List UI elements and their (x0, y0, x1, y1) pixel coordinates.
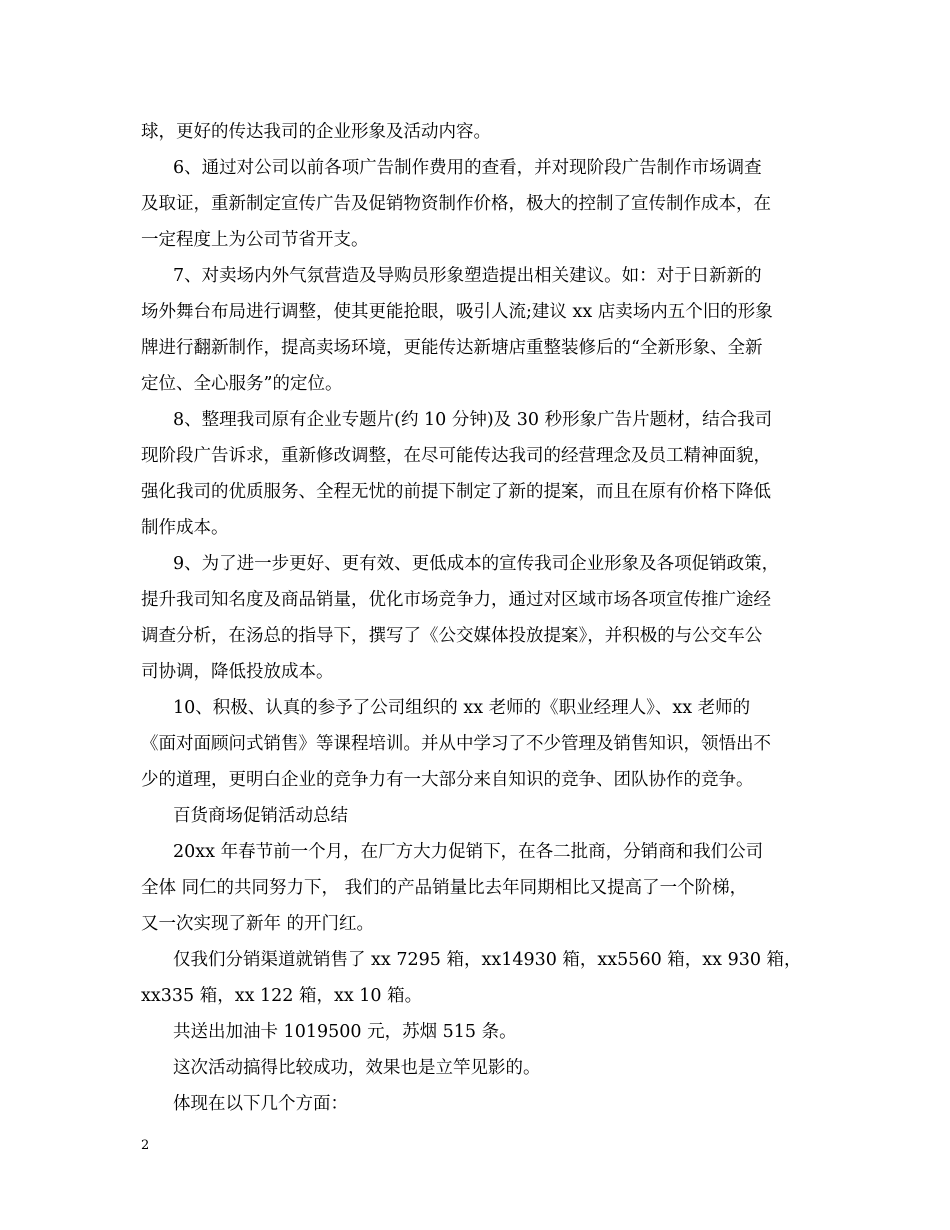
paragraph-gifts: 共送出加油卡 1019500 元，苏烟 515 条。 (173, 1022, 517, 1042)
text-line: 场外舞台布局进行调整，使其更能抢眼，吸引人流;建议 xx 店卖场内五个旧的形象 (141, 302, 773, 322)
text-line: 强化我司的优质服务、全程无忧的前提下制定了新的提案，而且在原有价格下降低 (141, 482, 771, 502)
paragraph-item-8: 8、整理我司原有企业专题片(约 10 分钟)及 30 秒形象广告片题材，结合我司 (173, 410, 773, 430)
paragraph-aspects: 体现在以下几个方面： (173, 1094, 348, 1114)
document-body (141, 114, 811, 1122)
text-line: 牌进行翻新制作，提高卖场环境，更能传达新塘店重整装修后的“全新形象、全新 (141, 338, 763, 358)
text-line: 一定程度上为公司节省开支。 (141, 230, 369, 250)
text-line: 少的道理，更明白企业的竞争力有一大部分来自知识的竞争、团队协作的竞争。 (141, 770, 754, 790)
text-line: 球，更好的传达我司的企业形象及活动内容。 (141, 122, 491, 142)
paragraph-item-6: 6、通过对公司以前各项广告制作费用的查看，并对现阶段广告制作市场调查 (173, 158, 762, 178)
text-line: 现阶段广告诉求，重新修改调整，在尽可能传达我司的经营理念及员工精神面貌， (141, 446, 771, 466)
page-number: 2 (141, 1138, 150, 1153)
text-line: 定位、全心服务”的定位。 (141, 374, 343, 394)
text-line: 及取证，重新制定宣传广告及促销物资制作价格，极大的控制了宣传制作成本，在 (141, 194, 771, 214)
text-line: 全体 同仁的共同努力下， 我们的产品销量比去年同期相比又提高了一个阶梯， (141, 878, 748, 898)
text-line: 提升我司知名度及商品销量，优化市场竞争力，通过对区域市场各项宣传推广途经 (141, 590, 771, 610)
paragraph-item-9: 9、为了进一步更好、更有效、更低成本的宣传我司企业形象及各项促销政策， (173, 554, 780, 574)
paragraph-result: 这次活动搞得比较成功，效果也是立竿见影的。 (173, 1058, 541, 1078)
text-line: 调查分析，在汤总的指导下，撰写了《公交媒体投放提案》，并积极的与公交车公 (141, 626, 763, 646)
paragraph-summary: 20xx 年春节前一个月，在厂方大力促销下，在各二批商，分销商和我们公司 (173, 842, 764, 862)
text-line: xx335 箱，xx 122 箱，xx 10 箱。 (141, 986, 423, 1006)
paragraph-item-7: 7、对卖场内外气氛营造及导购员形象塑造提出相关建议。如：对于日新新的 (173, 266, 762, 286)
paragraph-item-10: 10、积极、认真的参予了公司组织的 xx 老师的《职业经理人》、xx 老师的 (173, 698, 751, 718)
section-heading: 百货商场促销活动总结 (173, 806, 348, 826)
text-line: 制作成本。 (141, 518, 229, 538)
paragraph-sales: 仅我们分销渠道就销售了 xx 7295 箱，xx14930 箱，xx5560 箱，xx 930 箱， (173, 950, 802, 970)
text-line: 《面对面顾问式销售》等课程培训。并从中学习了不少管理及销售知识，领悟出不 (141, 734, 771, 754)
text-line: 又一次实现了新年 的开门红。 (141, 914, 375, 934)
text-line: 司协调，降低投放成本。 (141, 662, 334, 682)
